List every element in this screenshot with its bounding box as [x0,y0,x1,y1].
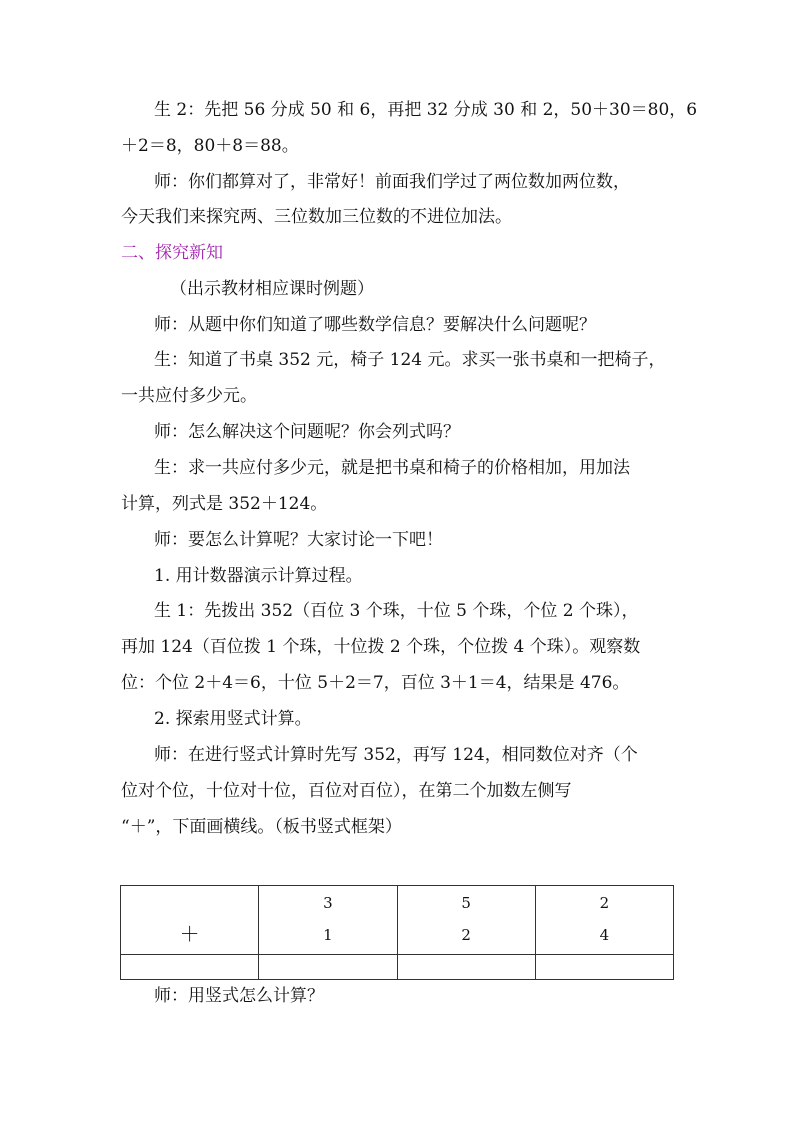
text-line: 一共应付多少元。 [121,386,257,406]
result-cell [397,955,535,980]
result-cell [121,955,259,980]
text-line: 计算，列式是 352＋124。 [121,494,328,514]
text-line: （出示教材相应课时例题） [170,279,374,299]
text-line: 师：要怎么计算呢？大家讨论一下吧！ [154,530,443,550]
result-cell [535,955,673,980]
digit-bottom-hundreds: 1 [323,926,333,944]
section-heading: 二、探究新知 [121,243,223,263]
hundreds-cell [259,886,397,955]
text-line: 2. 探索用竖式计算。 [154,709,312,729]
text-line: 生 2：先把 56 分成 50 和 6，再把 32 分成 30 和 2，50＋30＝80，6 [154,100,698,120]
table-row [121,955,674,980]
text-line: 生：求一共应付多少元，就是把书桌和椅子的价格相加，用加法 [154,458,630,478]
text-line: 再加 124（百位拨 1 个珠，十位拨 2 个珠，个位拨 4 个珠）。观察数 [121,637,641,657]
text-line: 生：知道了书桌 352 元，椅子 124 元。求买一张书桌和一把椅子， [154,350,666,370]
text-line: 师：从题中你们知道了哪些数学信息？要解决什么问题呢？ [154,315,596,335]
operator-cell [121,886,259,955]
text-line: 师：在进行竖式计算时先写 352，再写 124，相同数位对齐（个 [154,745,638,765]
digit-top-ones: 2 [599,894,610,912]
text-line: 1. 用计数器演示计算过程。 [154,566,363,586]
text-line: 师：你们都算对了，非常好！前面我们学过了两位数加两位数， [154,172,630,192]
vertical-calculation-table [120,885,674,980]
digit-top-tens: 5 [461,894,471,912]
text-line: 位：个位 2＋4＝6，十位 5＋2＝7，百位 3＋1＝4，结果是 476。 [121,673,630,693]
digit-bottom-tens: 2 [461,926,471,944]
text-line: 师：用竖式怎么计算？ [154,986,324,1006]
result-cell [259,955,397,980]
digit-top-hundreds: 3 [323,894,333,912]
plus-sign: ＋ [179,921,200,946]
text-line: 师：怎么解决这个问题呢？你会列式吗？ [154,422,460,442]
text-line: 生 1：先拨出 352（百位 3 个珠，十位 5 个珠，个位 2 个珠）， [154,601,639,621]
text-line: 位对个位，十位对十位，百位对百位），在第二个加数左侧写 [121,781,572,801]
digit-bottom-ones: 4 [599,926,610,944]
table-row [121,886,674,955]
text-line: ＋2＝8，80＋8＝88。 [121,136,299,156]
ones-cell [535,886,673,955]
text-line: 今天我们来探究两、三位数加三位数的不进位加法。 [121,207,512,227]
text-line: “＋”，下面画横线。（板书竖式框架） [121,817,402,837]
tens-cell [397,886,535,955]
